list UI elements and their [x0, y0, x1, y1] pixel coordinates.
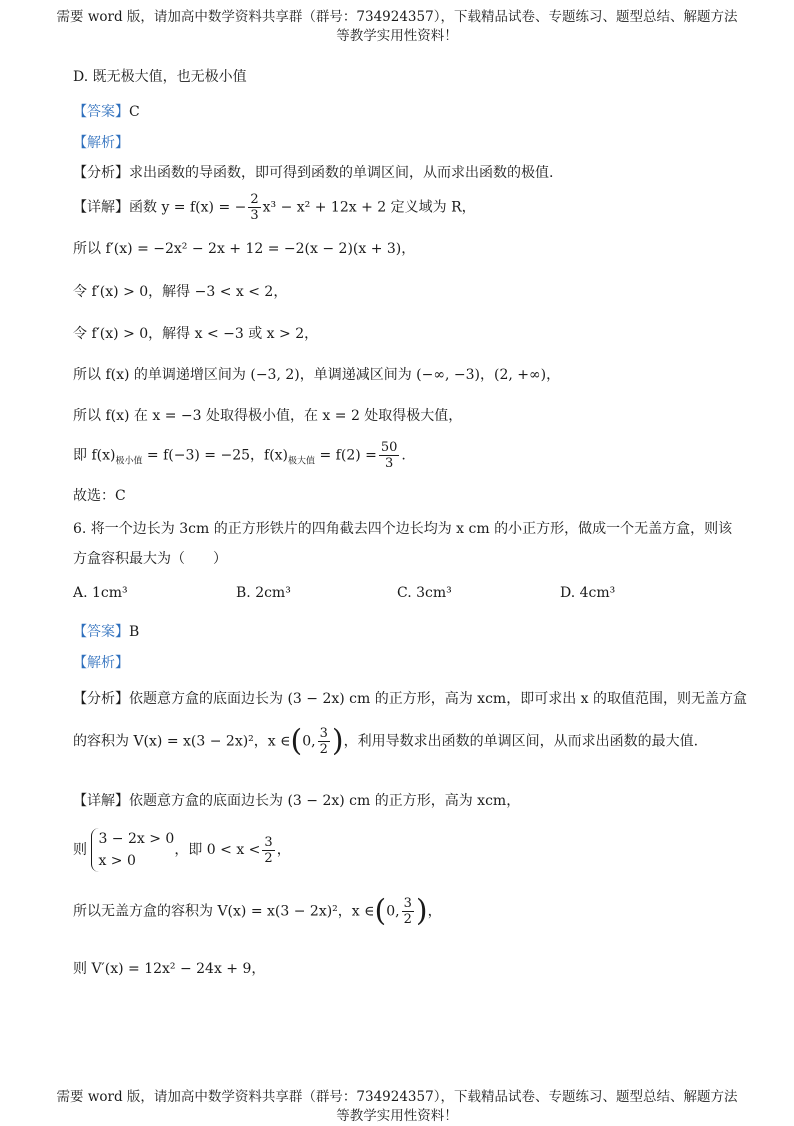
detail-a: 函数 y = f(x) = −	[129, 199, 247, 216]
ev-sub-min: 极小值	[115, 456, 143, 467]
q6-fenxi-line-1	[73, 688, 747, 708]
monotonic-line: 所以 f(x) 的单调递增区间为 (−3, 2)，单调递减区间为 (−∞, −3)，(2, +∞)，	[73, 367, 561, 383]
sys-end: ，	[276, 842, 291, 858]
ev-d: .	[401, 447, 406, 464]
decrease-line: 令 f′(x) > 0，解得 x < −3 或 x > 2，	[73, 326, 319, 342]
analysis-label: 【解析】	[73, 135, 129, 151]
paren-close: )	[331, 723, 344, 759]
q6-fenxi-1: 依题意方盒的底面边长为 (3 − 2x) cm 的正方形，高为 xcm，即可求出 x 的取值范围，则无盖方盒	[129, 691, 747, 707]
fraction	[248, 192, 260, 223]
choice-line: 故选：C	[73, 488, 126, 504]
derivative-line: 所以 f′(x) = −2x² − 2x + 12 = −2(x − 2)(x + 3)，	[73, 241, 416, 257]
fraction-3-2	[318, 726, 330, 757]
q6-fenxi-2a: 的容积为 V(x) = x(3 − 2x)²，x ∈	[73, 733, 291, 750]
q6-stem-1: 6. 将一个边长为 3cm 的正方形铁片的四角截去四个边长均为 x cm 的小正方形，做成一个无盖方盒，则该	[73, 521, 733, 537]
footer-line-1: 需要 word 版，请加高中数学资料共享群（群号：734924357），下载精品试卷、专题练习、题型总结、解题方法	[56, 1089, 738, 1105]
q6-derivative-line: 则 V′(x) = 12x² − 24x + 9，	[73, 961, 266, 977]
fraction-3-2-c	[402, 896, 414, 927]
answer-line	[73, 101, 140, 121]
q6-answer-tag: 【答案】	[73, 624, 129, 640]
frac-num-50: 50	[380, 440, 398, 455]
frac-den: 3	[250, 208, 259, 223]
detail-tag: 【详解】	[73, 199, 129, 216]
ev-c: = f(2) =	[315, 447, 377, 464]
answer-value: C	[129, 104, 140, 120]
half-den-b: 2	[264, 850, 273, 866]
ev-sub-max: 极大值	[288, 456, 316, 467]
frac-den-3: 3	[385, 456, 394, 471]
interval-left-2: 0,	[386, 903, 400, 920]
analysis-tag	[73, 132, 129, 152]
q6-answer-line	[73, 621, 139, 641]
q6-detail-line	[73, 790, 520, 810]
q6-option-d: D. 4cm³	[560, 585, 616, 601]
fenxi-tag: 【分析】	[73, 165, 129, 181]
extremum-line: 所以 f(x) 在 x = −3 处取得极小值，在 x = 2 处取得极大值，	[73, 408, 463, 424]
option-d: D. 既无极大值，也无极小值	[73, 69, 247, 85]
ev-a: 即 f(x)	[73, 447, 116, 464]
paren-open: (	[290, 723, 303, 759]
q6-fenxi-2b: ，利用导数求出函数的单调区间，从而求出函数的最大值.	[343, 733, 699, 750]
header-line-2: 等教学实用性资料！	[336, 28, 458, 44]
page-footer	[0, 1088, 794, 1126]
q6-volume-line	[73, 893, 442, 929]
vol-a: 所以无盖方盒的容积为 V(x) = x(3 − 2x)²，x ∈	[73, 903, 375, 920]
fraction-50-3	[379, 440, 400, 471]
q6-answer-value: B	[129, 624, 140, 640]
sys-pre: 则	[73, 842, 87, 858]
q6-fenxi-tag: 【分析】	[73, 691, 129, 707]
paren-close-2: )	[415, 893, 428, 929]
half-num-b: 3	[264, 834, 273, 850]
q6-option-a: A. 1cm³	[73, 585, 128, 601]
paren-open-2: (	[374, 893, 387, 929]
q6-detail-tag: 【详解】	[73, 793, 129, 809]
sys-row-1: 3 − 2x > 0	[98, 831, 175, 847]
sys-row-2: x > 0	[98, 853, 136, 869]
q6-fenxi-line-2	[73, 723, 699, 759]
q6-detail-1: 依题意方盒的底面边长为 (3 − 2x) cm 的正方形，高为 xcm，	[129, 793, 521, 809]
q6-option-b: B. 2cm³	[236, 585, 291, 601]
half-num-c: 3	[403, 896, 412, 911]
answer-tag: 【答案】	[73, 104, 129, 120]
interval-left: 0,	[302, 733, 316, 750]
detail-line	[73, 192, 476, 223]
detail-b: x³ − x² + 12x + 2 定义域为 R，	[262, 199, 476, 216]
extremum-values	[73, 440, 406, 471]
ev-b: = f(−3) = −25，f(x)	[142, 447, 289, 464]
footer-line-2: 等教学实用性资料！	[336, 1108, 458, 1124]
half-den-c: 2	[403, 912, 412, 927]
q6-analysis-label: 【解析】	[73, 655, 129, 671]
frac-num: 2	[250, 192, 259, 207]
sys-post: ，即 0 < x <	[174, 842, 261, 858]
half-num: 3	[319, 726, 328, 741]
vol-b: ，	[427, 903, 442, 920]
q6-analysis-tag	[73, 652, 129, 672]
half-den: 2	[319, 742, 328, 757]
increase-line: 令 f′(x) > 0，解得 −3 < x < 2，	[73, 284, 288, 300]
fenxi-line	[73, 162, 553, 182]
q6-option-c: C. 3cm³	[397, 585, 452, 601]
fraction-3-2-b	[262, 835, 274, 866]
q6-system-line	[73, 828, 291, 872]
fenxi-text: 求出函数的导函数，即可得到函数的单调区间，从而求出函数的极值.	[129, 165, 554, 181]
inequality-system	[91, 828, 174, 872]
page-header	[0, 8, 794, 46]
q6-stem-2: 方盒容积最大为（ ）	[73, 551, 227, 567]
header-line-1: 需要 word 版，请加高中数学资料共享群（群号：734924357），下载精品试卷、专题练习、题型总结、解题方法	[56, 9, 738, 25]
